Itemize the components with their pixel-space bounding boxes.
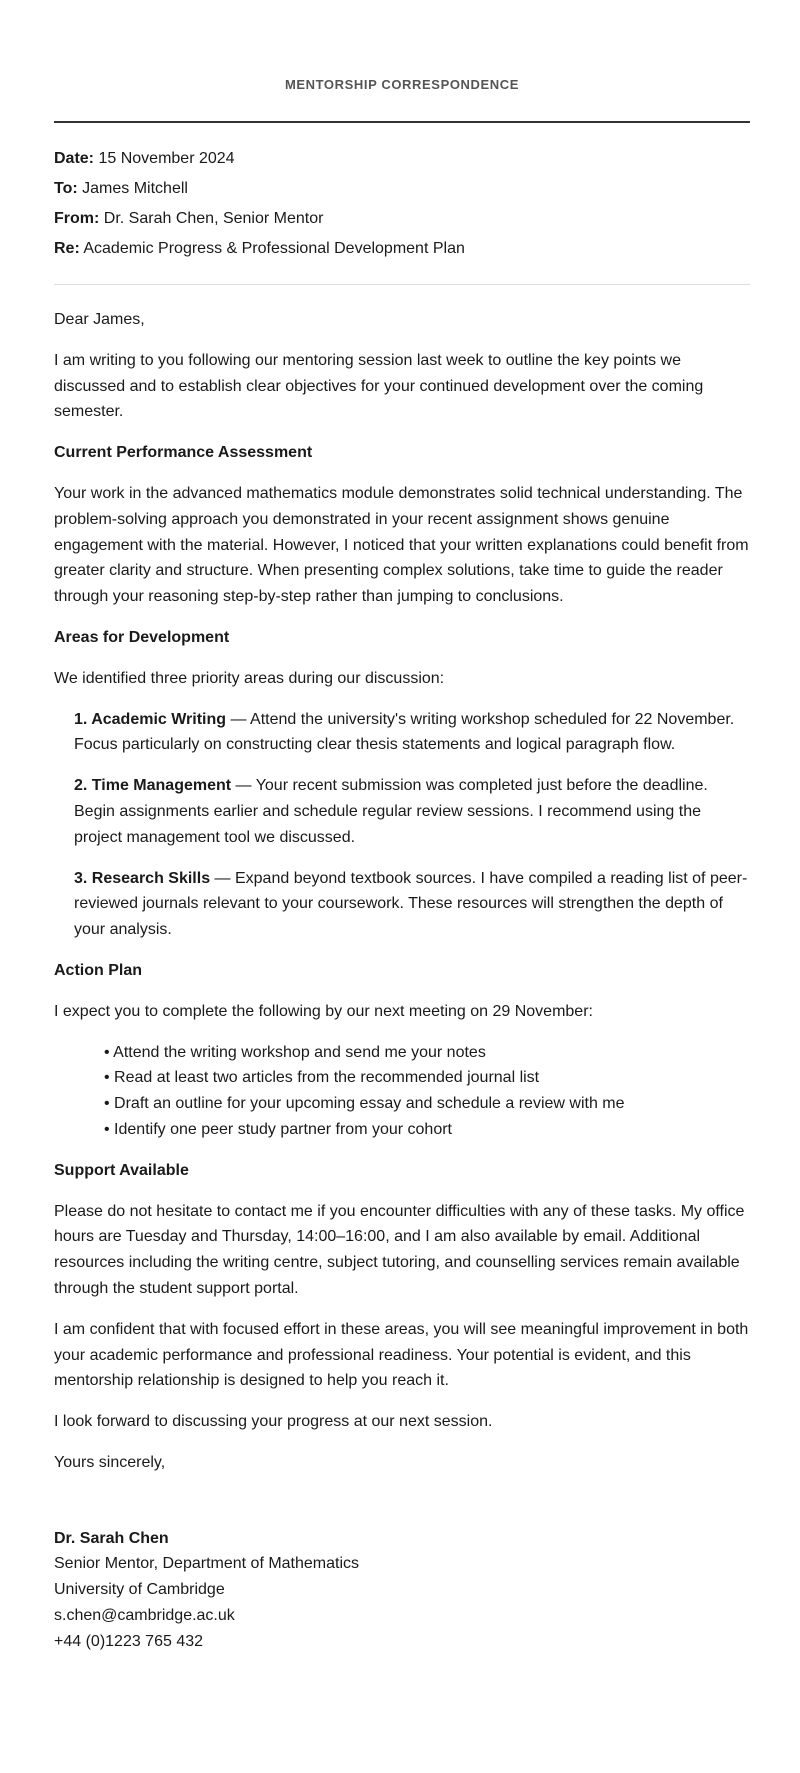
meta-date-value: 15 November 2024 (98, 150, 235, 167)
meta-re (54, 234, 750, 264)
intro-paragraph: I am writing to you following our mentoring session last week to outline the key points we discussed and to establish clear objectives for your continued development over the coming semester. (54, 351, 704, 421)
priority-text: — Attend the university's writing workshop scheduled for 22 November. Focus particularly on constructing clear thesis statements and logical paragraph flow. (74, 710, 735, 754)
meta-from-label: From: (54, 210, 100, 227)
meta-from (54, 204, 750, 234)
action-item: • Attend the writing workshop and send me your notes (104, 1043, 486, 1061)
document-heading: MENTORSHIP CORRESPONDENCE (284, 77, 520, 92)
header-divider (54, 121, 750, 123)
priority-text: — Expand beyond textbook sources. I have compiled a reading list of peer-reviewed journals relevant to your coursework. These resources will strengthen the depth of your analysis. (74, 869, 748, 939)
priority-item (74, 773, 750, 850)
signature-phone: +44 (0)1223 765 432 (54, 1632, 204, 1650)
priority-text: — Your recent submission was completed just before the deadline. Begin assignments earlier and schedule regular review sessions. I recommend using the project management tool we discussed. (74, 777, 708, 846)
confidence-paragraph: I am confident that with focused effort in these areas, you will see meaningful improvement in both your academic performance and professional readiness. Your potential is evident, and this mentorship relationship is designed to help you reach it. (54, 1320, 749, 1390)
meta-date (54, 144, 750, 174)
signature-email: s.chen@cambridge.ac.uk (54, 1607, 235, 1625)
signature-block (54, 1526, 750, 1655)
priority-title: 1. Academic Writing (74, 710, 227, 728)
signature-role: Senior Mentor, Department of Mathematics (54, 1555, 360, 1573)
action-item: • Read at least two articles from the recommended journal list (104, 1069, 540, 1087)
closing-paragraph: I look forward to discussing your progress at our next session. (54, 1413, 493, 1431)
letter-body (54, 307, 750, 1476)
letter-page (54, 0, 750, 1655)
meta-re-value: Academic Progress & Professional Development Plan (83, 240, 465, 257)
meta-to (54, 174, 750, 204)
action-plan-intro: I expect you to complete the following by our next meeting on 29 November: (54, 1002, 593, 1020)
priority-item (74, 707, 750, 759)
sign-off: Yours sincerely, (54, 1453, 166, 1471)
meta-from-value: Dr. Sarah Chen, Senior Mentor (103, 210, 324, 227)
letter-meta (54, 144, 750, 264)
action-plan-heading: Action Plan (54, 961, 143, 979)
meta-re-label: Re: (54, 240, 80, 257)
assessment-paragraph: Your work in the advanced mathematics module demonstrates solid technical understanding. The problem-solving approach you demonstrated in your recent assignment shows genuine engagement with the material. However, I noticed that your written explanations could benefit from greater clarity and structure. When presenting complex solutions, take time to guide the reader through your reasoning step-by-step rather than jumping to conclusions. (54, 484, 749, 606)
assessment-heading: Current Performance Assessment (54, 444, 313, 462)
action-item: • Identify one peer study partner from your cohort (104, 1120, 452, 1138)
signature-institution: University of Cambridge (54, 1581, 225, 1599)
action-list (104, 1040, 750, 1143)
development-heading: Areas for Development (54, 628, 230, 646)
meta-date-label: Date: (54, 150, 95, 167)
priority-item (74, 866, 750, 943)
salutation: Dear James, (54, 311, 145, 328)
meta-to-value: James Mitchell (82, 180, 188, 197)
support-paragraph: Please do not hesitate to contact me if you encounter difficulties with any of these tasks. My office hours are Tuesday and Thursday, 14:00–16:00, and I am also available by email. Additional resources including the writing centre, subject tutoring, and counselling services remain available through the student support portal. (54, 1202, 745, 1297)
priority-title: 2. Time Management (74, 777, 232, 795)
signature-name: Dr. Sarah Chen (54, 1529, 169, 1547)
priority-title: 3. Research Skills (74, 869, 211, 887)
support-heading: Support Available (54, 1161, 189, 1179)
meta-divider (54, 284, 750, 285)
meta-to-label: To: (54, 180, 78, 197)
action-item: • Draft an outline for your upcoming essay and schedule a review with me (104, 1095, 625, 1113)
development-intro: We identified three priority areas during our discussion: (54, 669, 445, 687)
